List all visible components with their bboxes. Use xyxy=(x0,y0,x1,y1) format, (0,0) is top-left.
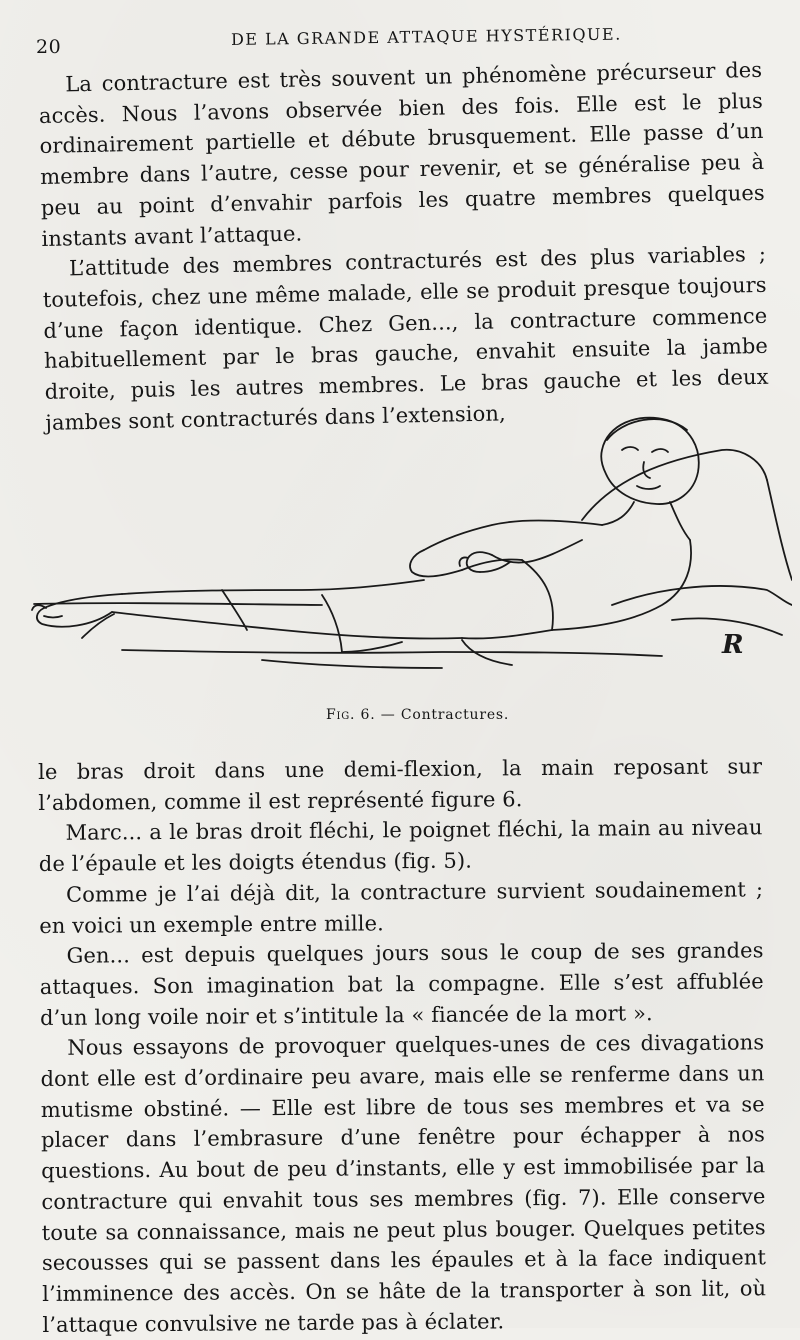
caption-label: Fig. 6. xyxy=(326,707,376,723)
paragraph: Comme je l’ai déjà dit, la contracture survient soudainement ; en voici un exemple entre mille. xyxy=(39,877,764,938)
paragraph: L’attitude des membres contracturés est des plus variables ; toutefois, chez une même malade, elle se produit presque toujours d’une façon identique. Chez Gen..., la contracture commence habituellement par le bras gauche, envahit ensuite la jambe droite, puis les autres membres. Le bras gauche et les deux jambes sont contracturés dans l’extension, xyxy=(42,242,769,435)
caption-dash: — xyxy=(375,707,401,723)
body-text-top xyxy=(38,55,770,439)
paragraph: Marc... a le bras droit fléchi, le poignet fléchi, la main au niveau de l’épaule et les doigts étendus (fig. 5). xyxy=(38,815,763,877)
running-title: DE LA GRANDE ATTAQUE HYSTÉRIQUE. xyxy=(230,24,622,49)
paragraph: La contracture est très souvent un phénomène précurseur des accès. Nous l’avons observée bien des fois. Elle est le plus ordinairement partielle et débute brusquement. Elle passe d’un membre dans l’autre, cesse pour revenir, et se généralise peu à peu au point d’envahir parfois les quatre membres quelques instants avant l’attaque. xyxy=(38,57,765,251)
paragraph-continuation: le bras droit dans une demi-flexion, la main reposant sur l’abdomen, comme il est représenté figure 6. xyxy=(38,754,763,815)
body-text-bottom xyxy=(38,751,767,1340)
caption-text: Contractures. xyxy=(400,707,510,723)
artist-signature: R xyxy=(722,630,744,660)
figure-illustration xyxy=(22,390,792,690)
paragraph: Gen... est depuis quelques jours sous le coup de ses grandes attaques. Son imagination bat la compagne. Elle s’est affublée d’un long voile noir et s’intitule la « fiancée de la mort ». xyxy=(39,938,764,1030)
figure-caption xyxy=(326,707,509,723)
page-number: 20 xyxy=(36,36,62,58)
paragraph: Nous essayons de provoquer quelques-unes de ces divagations dont elle est d’ordinaire peu avare, mais elle se renferme dans un mutisme obstiné. — Elle est libre de tous ses membres et va se placer dans l’embrasure d’une fenêtre pour échapper à nos questions. Au bout de peu d’instants, elle y est immobilisée par la contracture qui envahit tous ses membres (fig. 7). Elle conserve toute sa connaissance, mais ne peut plus bouger. Quelques petites secousses qui se passent dans les épaules et à la face indiquent l’imminence des accès. On se hâte de la transporter à son lit, où l’attaque convulsive ne tarde pas à éclater. xyxy=(40,1030,767,1337)
reclining-woman-drawing xyxy=(22,390,792,690)
